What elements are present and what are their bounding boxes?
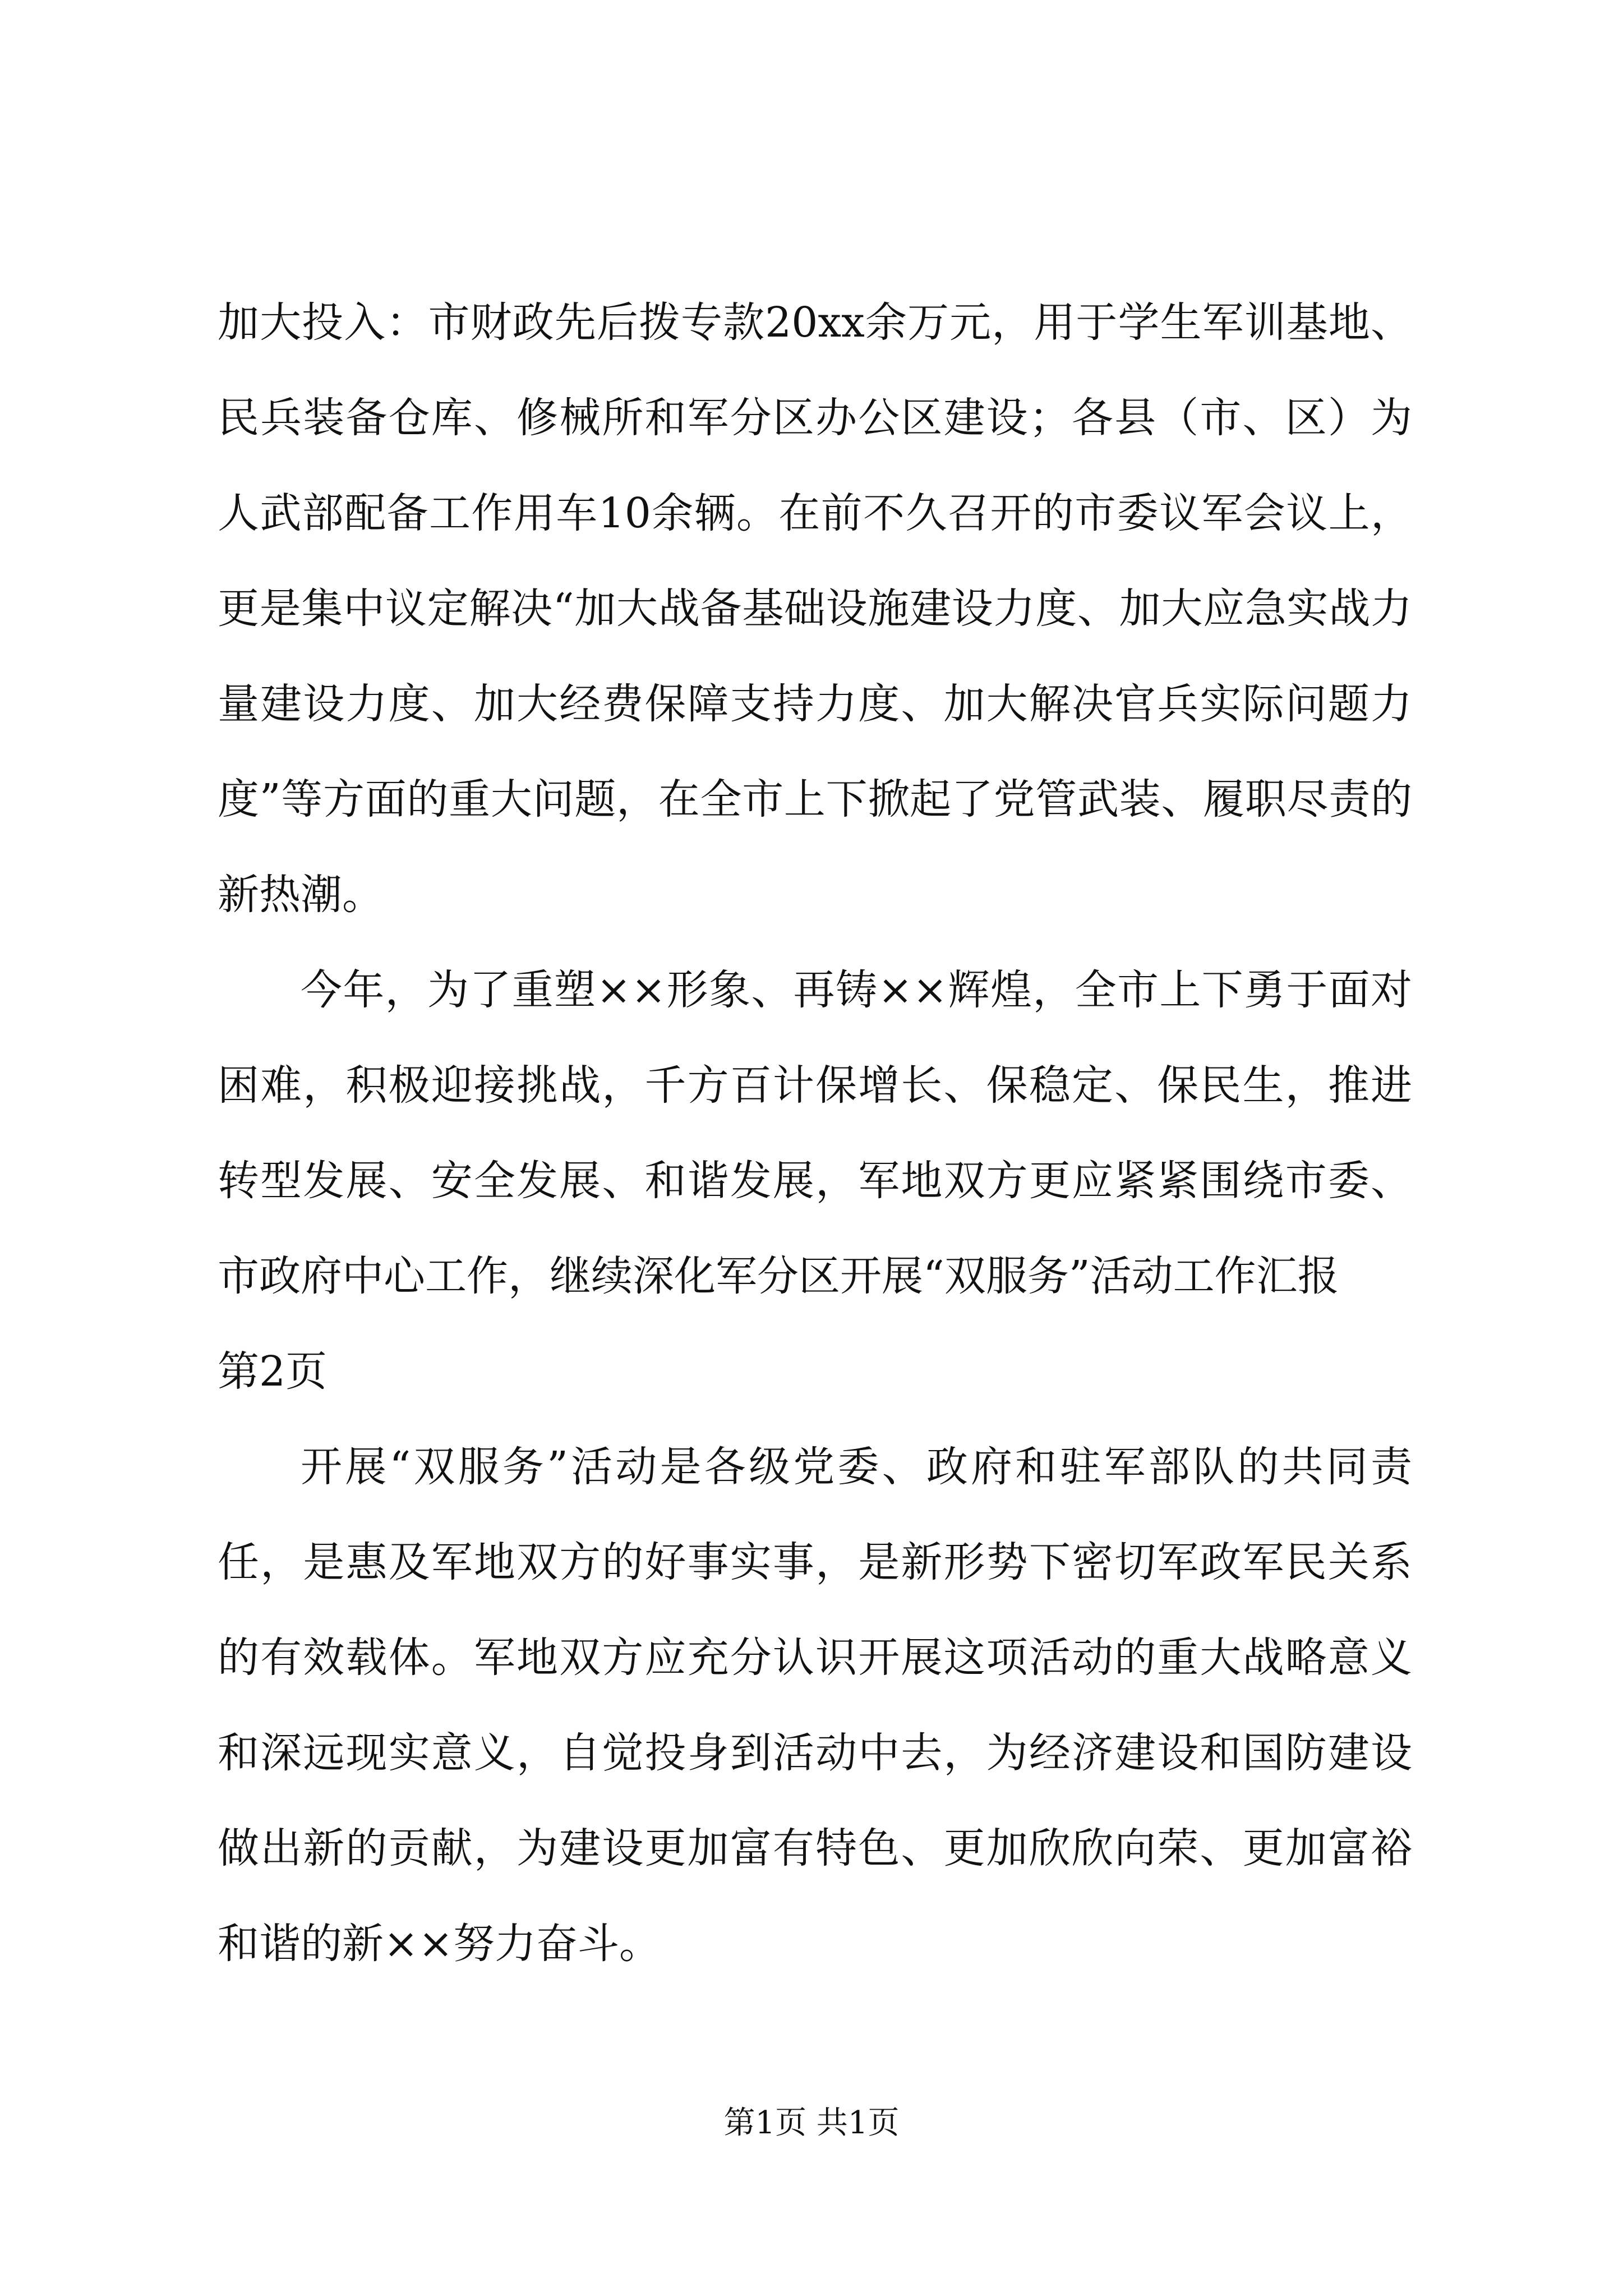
paragraph-this-year: 今年，为了重塑××形象、再铸××辉煌，全市上下勇于面对困难，积极迎接挑战，千方百计保增长、保稳定、保民生，推进转型发展、安全发展、和谐发展，军地双方更应紧紧围绕市委、市政府中心工作，继续深化军分区开展“双服务”活动工作汇报: [218, 966, 1412, 1300]
paragraph-continuation: 加大投入：市财政先后拨专款20xx余万元，用于学生军训基地、民兵装备仓库、修械所和军分区办公区建设；各县（市、区）为人武部配备工作用车10余辆。在前不久召开的市委议军会议上，更是集中议定解决“加大战备基础设施建设力度、加大应急实战力量建设力度、加大经费保障支持力度、加大解决官兵实际问题力度”等方面的重大问题，在全市上下掀起了党管武装、履职尽责的新热潮。: [218, 298, 1412, 919]
inline-page-marker: 第2页: [218, 1347, 328, 1396]
page-footer: 第1页 共1页: [723, 2105, 900, 2141]
document-body: [218, 275, 1412, 1991]
paragraph-double-service: 开展“双服务”活动是各级党委、政府和驻军部队的共同责任，是惠及军地双方的好事实事，是新形势下密切军政军民关系的有效载体。军地双方应充分认识开展这项活动的重大战略意义和深远现实意义，自觉投身到活动中去，为经济建设和国防建设做出新的贡献，为建设更加富有特色、更加欣欣向荣、更加富裕和谐的新××努力奋斗。: [218, 1443, 1412, 1968]
